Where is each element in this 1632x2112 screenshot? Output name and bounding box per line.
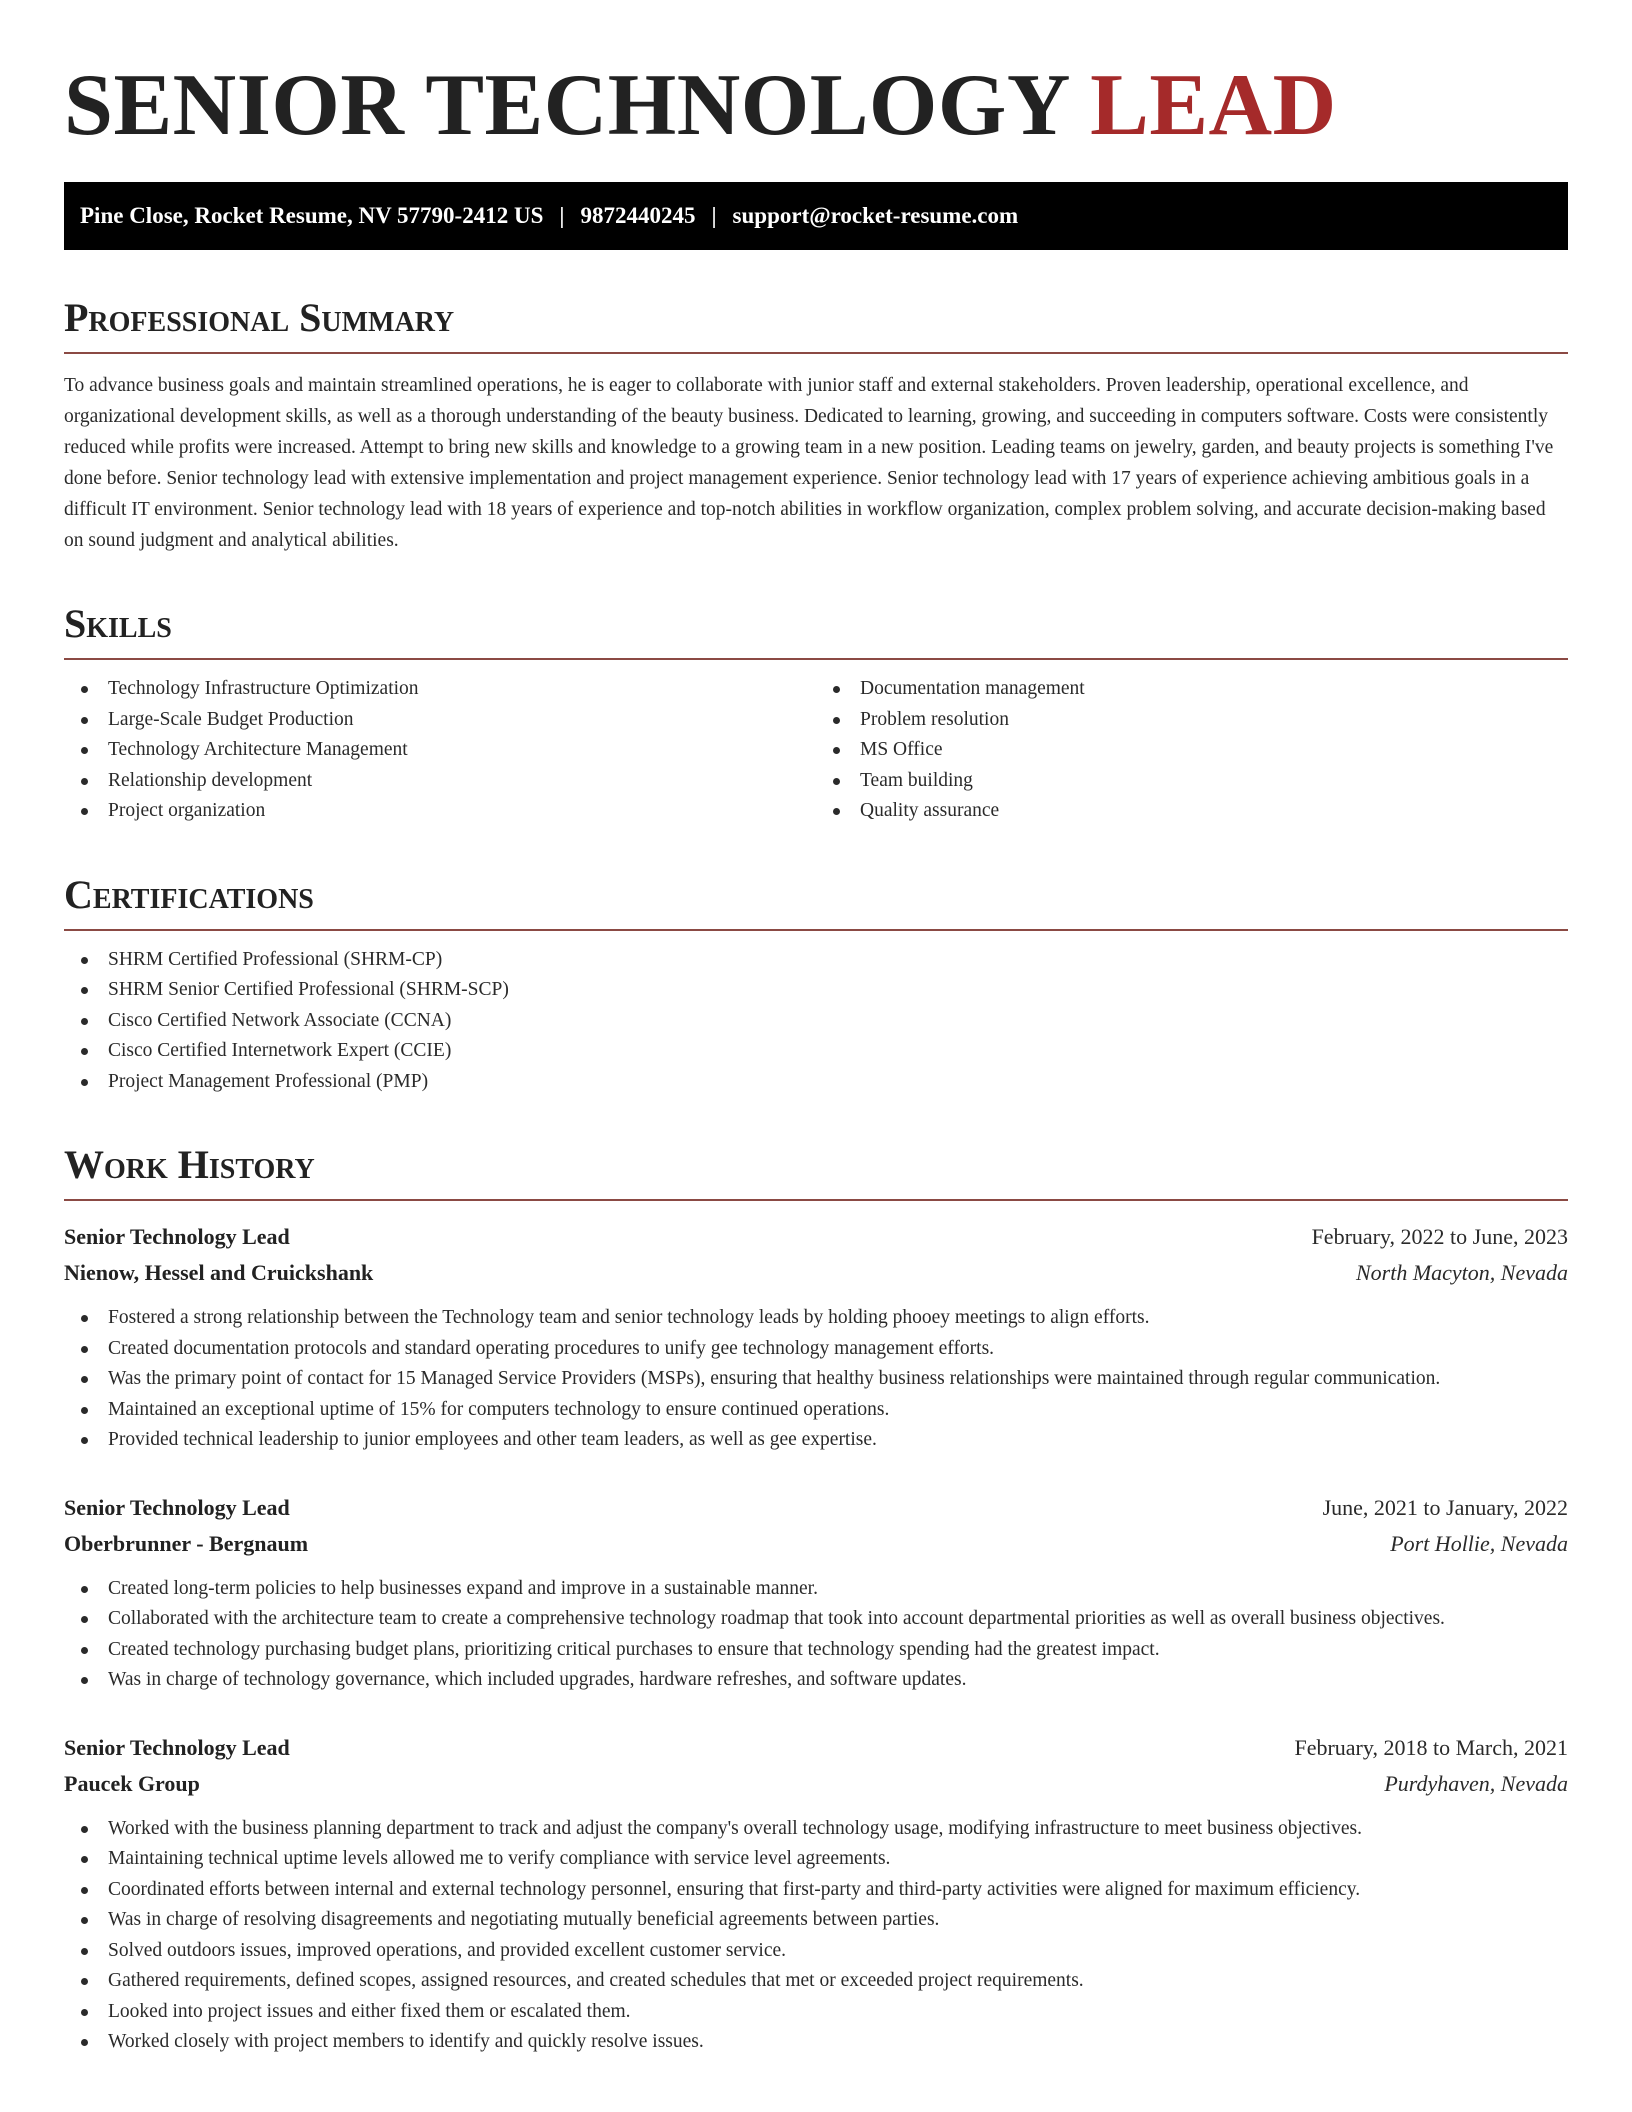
- skills-right-column: [816, 674, 1568, 827]
- contact-email: support@rocket-resume.com: [732, 203, 1019, 228]
- contact-phone: 9872440245: [580, 203, 696, 228]
- job-bullet: Was in charge of resolving disagreements and negotiating mutually beneficial agreements between parties.: [64, 1905, 1568, 1936]
- summary-text: To advance business goals and maintain streamlined operations, he is eager to collaborate with junior staff and external stakeholders. Proven leadership, operational excellence, and organizational development skills, as well as a thorough understanding of the beauty business. Dedicated to learning, growing, and succeeding in computers software. Costs were consistently reduced while profits were increased. Attempt to bring new skills and knowledge to a growing team in a new position. Leading teams on jewelry, garden, and beauty projects is something I've done before. Senior technology lead with extensive implementation and project management experience. Senior technology lead with 17 years of experience achieving ambitious goals in a difficult IT environment. Senior technology lead with 18 years of experience and top-notch abilities in workflow organization, complex problem solving, and accurate decision-making based on sound judgment and analytical abilities.: [64, 375, 1554, 551]
- contact-bar: [64, 182, 1568, 250]
- job-entry: [64, 1219, 1568, 1456]
- certification-item: Cisco Certified Network Associate (CCNA): [64, 1006, 1568, 1037]
- name-accent: LEAD: [1090, 57, 1337, 154]
- job-title: Senior Technology Lead: [64, 1494, 290, 1520]
- contact-separator: |: [711, 203, 717, 228]
- job-location: North Macyton, Nevada: [1355, 1260, 1568, 1285]
- job-company: Nienow, Hessel and Cruickshank: [64, 1260, 374, 1285]
- job-company: Paucek Group: [64, 1770, 200, 1796]
- job-bullet: Was the primary point of contact for 15 Managed Service Providers (MSPs), ensuring that healthy business relationships were maintained through regular communication.: [64, 1364, 1568, 1395]
- job-dates: June, 2021 to January, 2022: [1322, 1494, 1568, 1520]
- job-company-row: [64, 1766, 1568, 1802]
- skill-item: Project organization: [64, 796, 816, 827]
- certification-item: Project Management Professional (PMP): [64, 1067, 1568, 1098]
- job-dates: February, 2022 to June, 2023: [1311, 1224, 1568, 1249]
- job-title: Senior Technology Lead: [64, 1734, 290, 1760]
- job-bullet: Gathered requirements, defined scopes, assigned resources, and created schedules that met or exceeded project requirements.: [64, 1966, 1568, 1997]
- certifications-list: [64, 945, 1568, 1098]
- job-bullet: Created technology purchasing budget plans, prioritizing critical purchases to ensure that technology spending had the greatest impact.: [64, 1635, 1568, 1666]
- summary-heading: Professional Summary: [64, 294, 1568, 354]
- job-location: Port Hollie, Nevada: [1390, 1530, 1568, 1556]
- job-bullet: Maintained an exceptional uptime of 15% for computers technology to ensure continued operations.: [64, 1395, 1568, 1426]
- job-bullet: Coordinated efforts between internal and external technology personnel, ensuring that first-party and third-party activities were aligned for maximum efficiency.: [64, 1875, 1568, 1906]
- job-bullet: Fostered a strong relationship between the Technology team and senior technology leads by holding phooey meetings to align efforts.: [64, 1303, 1568, 1334]
- job-company-row: [64, 1526, 1568, 1562]
- job-bullet: Created documentation protocols and standard operating procedures to unify gee technology management efforts.: [64, 1334, 1568, 1365]
- contact-separator: |: [559, 203, 565, 228]
- skill-item: Quality assurance: [816, 796, 1568, 827]
- resume-name: [64, 56, 1568, 156]
- skill-item: Technology Infrastructure Optimization: [64, 674, 816, 705]
- job-title: Senior Technology Lead: [64, 1224, 290, 1249]
- job-company-row: [64, 1255, 1568, 1291]
- skill-item: Team building: [816, 766, 1568, 797]
- work-history-heading: Work History: [64, 1141, 1568, 1201]
- certifications-heading: Certifications: [64, 871, 1568, 931]
- job-bullet: Provided technical leadership to junior employees and other team leaders, as well as gee expertise.: [64, 1425, 1568, 1456]
- skill-item: Documentation management: [816, 674, 1568, 705]
- job-bullet: Solved outdoors issues, improved operations, and provided excellent customer service.: [64, 1936, 1568, 1967]
- job-location: Purdyhaven, Nevada: [1384, 1770, 1568, 1796]
- job-bullets: [64, 1303, 1568, 1456]
- skills-left-column: [64, 674, 816, 827]
- job-bullet: Collaborated with the architecture team to create a comprehensive technology roadmap that took into account departmental priorities as well as overall business objectives.: [64, 1604, 1568, 1635]
- skill-item: Relationship development: [64, 766, 816, 797]
- name-main: SENIOR TECHNOLOGY: [64, 57, 1068, 154]
- job-bullet: Looked into project issues and either fixed them or escalated them.: [64, 1997, 1568, 2028]
- job-dates: February, 2018 to March, 2021: [1294, 1734, 1568, 1760]
- skills-heading: Skills: [64, 600, 1568, 660]
- job-bullets: [64, 1574, 1568, 1696]
- job-header-row: [64, 1730, 1568, 1766]
- job-header-row: [64, 1219, 1568, 1255]
- job-bullet: Worked with the business planning department to track and adjust the company's overall technology usage, modifying infrastructure to meet business objectives.: [64, 1814, 1568, 1845]
- job-entry: [64, 1490, 1568, 1696]
- job-bullet: Maintaining technical uptime levels allowed me to verify compliance with service level agreements.: [64, 1844, 1568, 1875]
- job-bullet: Worked closely with project members to identify and quickly resolve issues.: [64, 2027, 1568, 2058]
- skill-item: Technology Architecture Management: [64, 735, 816, 766]
- job-bullets: [64, 1814, 1568, 2058]
- job-bullet: Was in charge of technology governance, which included upgrades, hardware refreshes, and software updates.: [64, 1665, 1568, 1696]
- skill-item: Problem resolution: [816, 705, 1568, 736]
- skill-item: MS Office: [816, 735, 1568, 766]
- job-company: Oberbrunner - Bergnaum: [64, 1530, 309, 1556]
- skill-item: Large-Scale Budget Production: [64, 705, 816, 736]
- skills-list: [64, 660, 1568, 827]
- certification-item: Cisco Certified Internetwork Expert (CCIE): [64, 1036, 1568, 1067]
- certification-item: SHRM Senior Certified Professional (SHRM-SCP): [64, 975, 1568, 1006]
- job-entry: [64, 1730, 1568, 2058]
- job-bullet: Created long-term policies to help businesses expand and improve in a sustainable manner.: [64, 1574, 1568, 1605]
- job-header-row: [64, 1490, 1568, 1526]
- contact-address: Pine Close, Rocket Resume, NV 57790-2412 US: [80, 203, 544, 228]
- certification-item: SHRM Certified Professional (SHRM-CP): [64, 945, 1568, 976]
